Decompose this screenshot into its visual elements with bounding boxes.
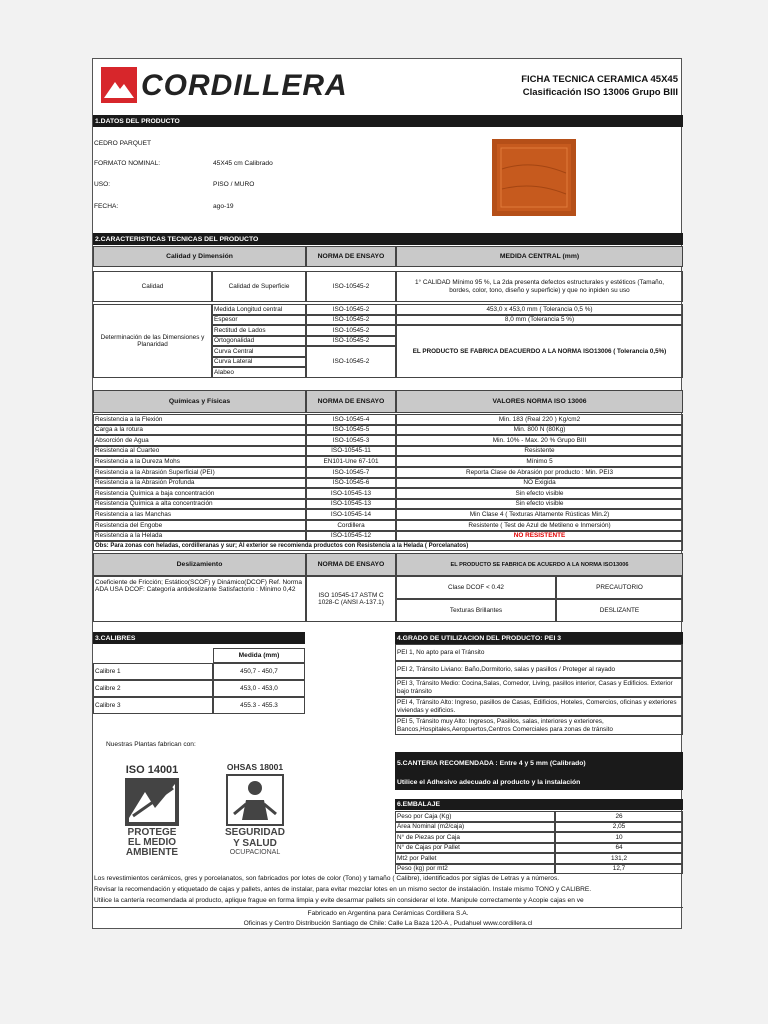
qf-row-valor: Min. 183 (Real 220 ) Kg/cm2 (396, 414, 683, 425)
plantas-label: Nuestras Plantas fabrican con: (106, 741, 196, 748)
dim-row-label: Medida Longitud central (212, 304, 306, 315)
embalaje-label: Área Nominal (m2/caja) (395, 822, 555, 833)
embalaje-value: 26 (555, 811, 683, 822)
qf-row-norma: ISO-10545-12 (306, 531, 396, 542)
calibre-label: Calibre 1 (93, 663, 213, 680)
texturas-brillantes: Texturas Brillantes (396, 599, 556, 622)
qf-row-valor: Reporta Clase de Abrasión por producto : Min. PEI3 (396, 467, 683, 478)
calibres-header: Medida (mm) (213, 648, 305, 663)
iso-symbol-icon (125, 778, 179, 826)
header-iso13006-desl: EL PRODUCTO SE FABRICA DE ACUERDO A LA NORMA ISO13006 (396, 553, 683, 576)
header-calidad-dimension: Calidad y Dimensión (93, 246, 306, 267)
pei-row: PEI 5, Tránsito muy Alto: Ingresos, Pasillos, salas, interiores y exteriores, Bancos,Hospitales,Aeropuertos,Centros Comerciales para zonas de tránsito (395, 716, 683, 735)
sheet-subtitle: Clasificación ISO 13006 Grupo BIII (522, 87, 678, 98)
header-norma-ensayo-qf: NORMA DE ENSAYO (306, 390, 396, 413)
uso-value: PISO / MURO (213, 181, 255, 188)
calibre-value: 450,7 - 450,7 (213, 663, 305, 680)
qf-row-label: Resistencia a las Manchas (93, 509, 306, 520)
ohsas-18001-badge (224, 762, 286, 874)
qf-row-valor: NO Exigida (396, 478, 683, 489)
dim-row-label: Rectitud de Lados (212, 325, 306, 336)
qf-row-label: Carga a la rotura (93, 425, 306, 436)
qf-row-norma: ISO-10545-7 (306, 467, 396, 478)
embalaje-label: N° de Cajas por Pallet (395, 843, 555, 854)
calibre-value: 455.3 - 455.3 (213, 697, 305, 714)
header-norma-ensayo: NORMA DE ENSAYO (306, 246, 396, 267)
pei-row: PEI 1, No apto para el Tránsito (395, 644, 683, 661)
header-deslizamiento: Deslizamiento (93, 553, 306, 576)
qf-row-valor: Sin efecto visible (396, 488, 683, 499)
ohsas-salud: Y SALUD (233, 837, 277, 849)
dim-row-label: Alabeo (212, 367, 306, 378)
qf-row-norma: ISO-10545-14 (306, 509, 396, 520)
dim-value-longitud: 453,0 x 453,0 mm ( Tolerancia 0,5 %) (396, 304, 683, 315)
dim-row-label: Ortogonalidad (212, 336, 306, 347)
qf-row-valor: Min Clase 4 ( Texturas Altamente Rústicas Min.2) (396, 509, 683, 520)
deslizamiento-description: Coeficiente de Fricción; Estático(SCOF) y Dinámico(DCOF) Ref. Norma ADA USA DCOF: Categoría antideslizante Satisfactorio : Mínimo 0,42 (93, 576, 306, 622)
calidad-description: 1° CALIDAD Mínimo 95 %, La 2da presenta defectos estructurales y estéticos (Tamaño, bordes, color, tono, diseño y superficie) y que no inpiden su uso (396, 271, 683, 302)
embalaje-value: 2,05 (555, 822, 683, 833)
qf-row-label: Absorción de Agua (93, 435, 306, 446)
qf-row-label: Resistencia al Cuarteo (93, 446, 306, 457)
qf-row-valor: Sin efecto visible (396, 499, 683, 510)
calidad-label: Calidad (93, 271, 212, 302)
brand-name: CORDILLERA (141, 69, 348, 102)
dim-merged-norma: ISO-10545-2 (306, 346, 396, 378)
embalaje-value: 12,7 (555, 864, 683, 875)
header-norma-ensayo-desl: NORMA DE ENSAYO (306, 553, 396, 576)
header-medida-central: MEDIDA CENTRAL (mm) (396, 246, 683, 267)
qf-row-norma: ISO-10545-13 (306, 488, 396, 499)
note-line: Revisar la recomendación y etiquetado de cajas y pallets, antes de instalar, para evitar mezclar lotes en un mismo sector de instalación. Instale mismo TONO y CALIBRE. (94, 886, 592, 893)
footer-line2: Oficinas y Centro Distribución Santiago de Chile: Calle La Baza 120-A , Pudahuel www.cordillera.cl (243, 920, 533, 927)
iso-ambiente: AMBIENTE (125, 847, 179, 858)
ficha-tecnica-sheet (92, 58, 682, 929)
qf-row-label: Resistencia a la Flexión (93, 414, 306, 425)
qf-row-norma: ISO-10545-6 (306, 478, 396, 489)
precautorio-label: PRECAUTORIO (556, 576, 683, 599)
embalaje-label: Peso por Caja (Kg) (395, 811, 555, 822)
qf-row-label: Resistencia a la Dureza Mohs (93, 456, 306, 467)
embalaje-label: Peso (kg) por mt2 (395, 864, 555, 875)
dim-row-norma: ISO-10545-2 (306, 315, 396, 326)
dimensiones-group-label: Determinación de las Dimensiones y Planaridad (93, 304, 212, 378)
iso-14001-badge (123, 764, 181, 872)
section-2-title: 2.CARACTERISTICAS TECNICAS DEL PRODUCTO (93, 233, 683, 245)
sheet-title: FICHA TECNICA CERAMICA 45X45 (521, 74, 678, 85)
qf-row-norma: ISO-10545-5 (306, 425, 396, 436)
header-valores-iso: VALORES NORMA ISO 13006 (396, 390, 683, 413)
uso-label: USO: (94, 181, 111, 188)
footer-divider (93, 907, 683, 908)
dim-row-label: Espesor (212, 315, 306, 326)
section-5-subtitle: Utilice el Adhesivo adecuado al producto y la instalación (395, 774, 683, 790)
dim-row-norma: ISO-10545-2 (306, 304, 396, 315)
dim-row-norma: ISO-10545-2 (306, 336, 396, 347)
calibre-label: Calibre 2 (93, 680, 213, 697)
pei-row: PEI 3, Tránsito Medio: Cocina,Salas, Comedor, Living, pasillos interior, Casas y Edificios. Exterior bajo tránsito (395, 678, 683, 697)
qf-row-valor: Min. 800 N (80Kg) (396, 425, 683, 436)
calidad-norma: ISO-10545-2 (306, 271, 396, 302)
worker-safety-icon (226, 774, 284, 826)
iso-14001-title: ISO 14001 (125, 764, 179, 776)
formato-label: FORMATO NOMINAL: (94, 160, 161, 167)
qf-row-label: Resistencia a la Helada (93, 531, 306, 542)
embalaje-label: Mt2 por Pallet (395, 853, 555, 864)
qf-row-label: Resistencia Química a alta concentración (93, 499, 306, 510)
dim-value-espesor: 8,0 mm (Tolerancia 5 %) (396, 315, 683, 326)
deslizamiento-norma: ISO 10545-17 ASTM C 1028-C (ANSI A-137.1) (306, 576, 396, 622)
header-quimicas-fisicas: Químicas y Físicas (93, 390, 306, 413)
qf-row-valor: Resistente ( Test de Azul de Metileno e Inmersión) (396, 520, 683, 531)
iso-protege: PROTEGE (127, 827, 177, 838)
note-line: Los revestimientos cerámicos, gres y porcelanatos, son fabricados por lotes de color (Tono) y tamaño ( Calibre), identificados por siglas de Letras y a números. (94, 875, 560, 882)
embalaje-value: 64 (555, 843, 683, 854)
calibre-value: 453,0 - 453,0 (213, 680, 305, 697)
embalaje-value: 10 (555, 832, 683, 843)
formato-value: 45X45 cm Calibrado (213, 160, 273, 167)
iso-medio: EL MEDIO (127, 837, 177, 848)
footer-line1: Fabricado en Argentina para Cerámicas Cordillera S.A. (307, 910, 469, 917)
calibre-label: Calibre 3 (93, 697, 213, 714)
product-name: CEDRO PARQUET (94, 140, 152, 147)
qf-row-norma: EN101-Une 67-101 (306, 456, 396, 467)
pei-row: PEI 2, Tránsito Liviano: Baño,Dormitorio, salas y pasillos / Proteger al rayado (395, 661, 683, 678)
observacion-helada: Obs: Para zonas con heladas, cordilleranas y sur; Al exterior se recomienda productos con Resistencia a la Helada ( Porcelanatos) (93, 541, 683, 551)
qf-row-label: Resistencia del Engobe (93, 520, 306, 531)
clase-dcof: Clase DCOF < 0.42 (396, 576, 556, 599)
section-1-title: 1.DATOS DEL PRODUCTO (93, 115, 683, 127)
section-4-title: 4.GRADO DE UTILIZACION DEL PRODUCTO: PEI 3 (395, 632, 683, 644)
qf-row-valor: Min. 10% - Max. 20 % Grupo BIII (396, 435, 683, 446)
section-6-title: 6.EMBALAJE (395, 799, 683, 810)
qf-row-valor: Mínimo 5 (396, 456, 683, 467)
embalaje-label: N° de Piezas por Caja (395, 832, 555, 843)
deslizante-label: DESLIZANTE (556, 599, 683, 622)
qf-row-label: Resistencia Química a baja concentración (93, 488, 306, 499)
section-3-title: 3.CALIBRES (93, 632, 305, 644)
ohsas-title: OHSAS 18001 (226, 762, 284, 772)
ohsas-seguridad: SEGURIDAD (224, 827, 285, 838)
qf-row-norma: ISO-10545-13 (306, 499, 396, 510)
product-tile-image (492, 139, 576, 216)
qf-row-label: Resistencia a la Abrasión Superficial (PEI) (93, 467, 306, 478)
qf-row-valor: Resistente (396, 446, 683, 457)
qf-row-norma: ISO-10545-4 (306, 414, 396, 425)
dim-row-label: Curva Lateral (212, 357, 306, 368)
embalaje-value: 131,2 (555, 853, 683, 864)
dim-row-norma: ISO-10545-2 (306, 325, 396, 336)
pei-row: PEI 4, Tránsito Alto: Ingreso, pasillos de Casas, Edificios, Hoteles, Comercios, oficinas y exteriores viviendas y edificios. (395, 697, 683, 716)
fecha-value: ago-19 (213, 203, 234, 210)
qf-row-label: Resistencia a la Abrasión Profunda (93, 478, 306, 489)
qf-row-norma: Cordillera (306, 520, 396, 531)
section-5-title: 5.CANTERIA RECOMENDADA : Entre 4 y 5 mm (Calibrado) (395, 752, 683, 774)
note-line: Utilice la cantería recomendada al producto, aplique frague en forma limpia y evite desarmar pallets sin considerar el lote. Manipule correctamente y Acopie cajas en ve (94, 897, 584, 904)
cordillera-logo-icon (101, 67, 137, 103)
qf-row-norma: ISO-10545-3 (306, 435, 396, 446)
ohsas-ocupacional: OCUPACIONAL (229, 849, 281, 856)
qf-row-valor: NO RESISTENTE (396, 531, 683, 542)
calidad-superficie-label: Calidad de Superficie (212, 271, 306, 302)
dim-value-merged: EL PRODUCTO SE FABRICA DEACUERDO A LA NORMA ISO13006 ( Tolerancia 0,5%) (396, 325, 683, 378)
dim-row-label: Curva Central (212, 346, 306, 357)
qf-row-norma: ISO-10545-11 (306, 446, 396, 457)
fecha-label: FECHA: (94, 203, 119, 210)
